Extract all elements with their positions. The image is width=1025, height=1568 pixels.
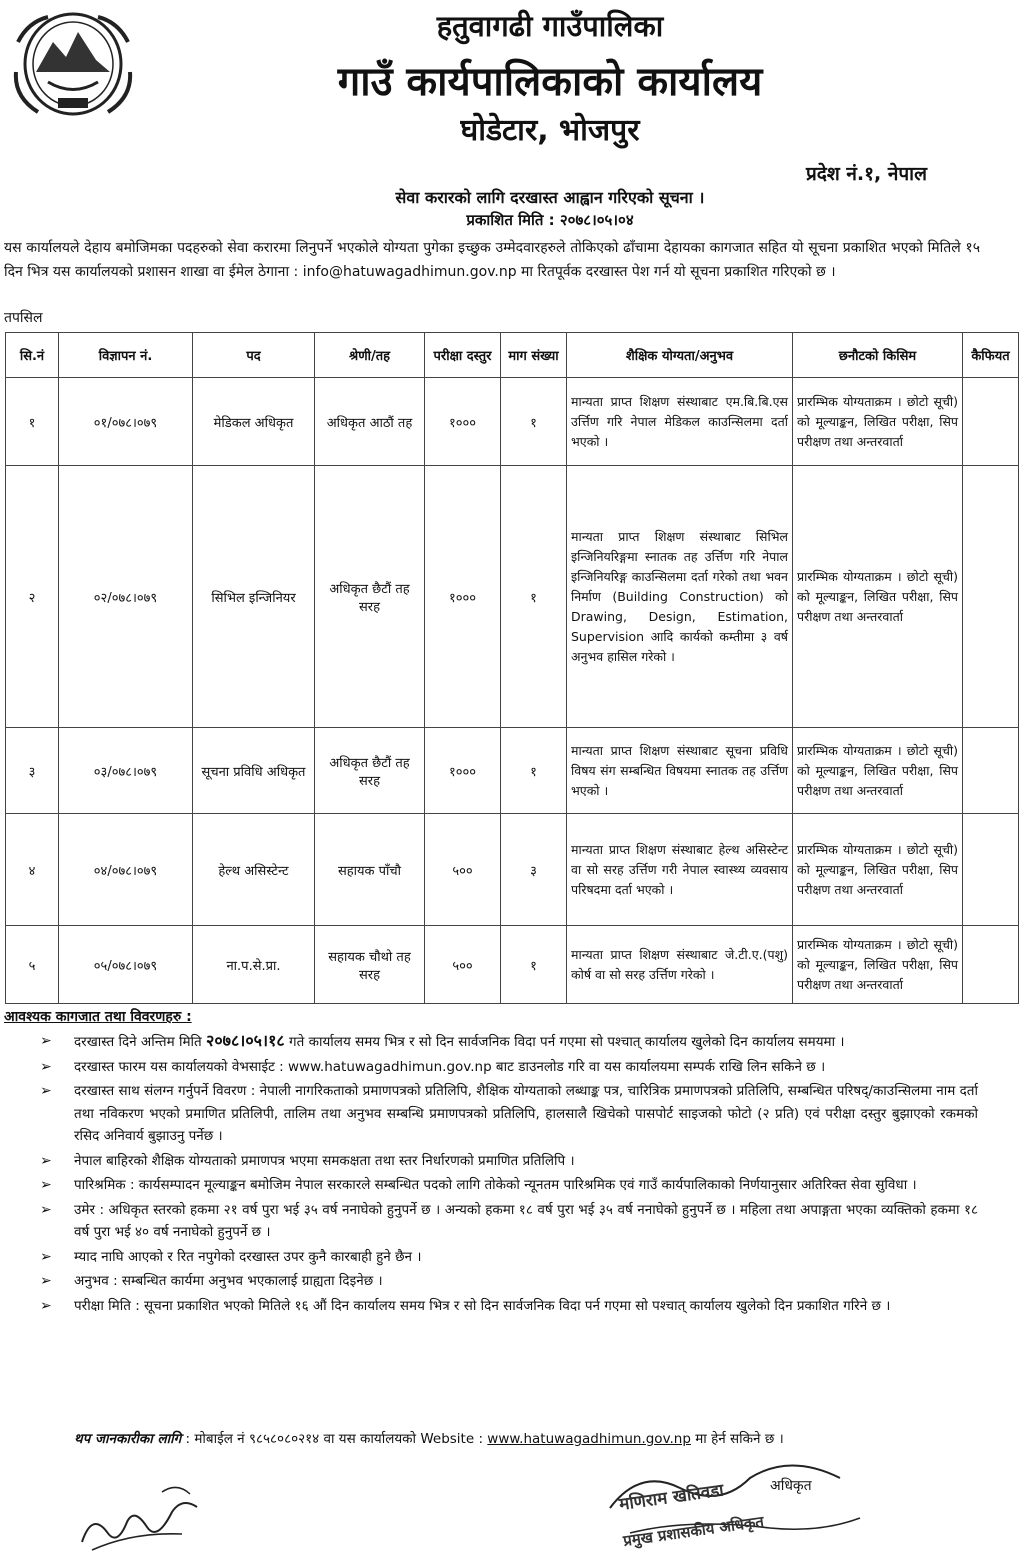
cell-post: सूचना प्रविधि अधिकृत (193, 728, 315, 814)
col-header-sn: सि.नं (6, 333, 59, 378)
cell-post: हेल्थ असिस्टेन्ट (193, 814, 315, 926)
more-info-lead: थप जानकारीका लागि (74, 1431, 182, 1447)
website-link[interactable]: www.hatuwagadhimun.gov.np (487, 1431, 691, 1447)
more-info-tail: मा हेर्न सकिने छ । (695, 1431, 784, 1447)
cell-ad-no: ०४/०७८।०७९ (59, 814, 193, 926)
cell-post: मेडिकल अधिकृत (193, 378, 315, 466)
list-item (40, 1080, 978, 1148)
cell-level: अधिकृत छैटौं तह सरह (315, 728, 425, 814)
cell-selection: प्रारम्भिक योग्यताक्रम । छोटो सूची) को मूल्याङ्कन, लिखित परीक्षा, सिप परीक्षण तथा अन्तरवार्ता (793, 814, 963, 926)
cell-sn: १ (6, 378, 59, 466)
cell-remarks (963, 378, 1019, 466)
arrow-bullet-icon: ➢ (40, 1273, 52, 1289)
cell-qualification: मान्यता प्राप्त शिक्षण संस्थाबाट सिभिल इन्जिनियरिङ्गमा स्नातक तह उर्त्तिण गरि नेपाल इन्जिनियरिङ्ग काउन्सिलमा दर्ता गरेको तथा भवन निर्माण (Building Construction) को Drawing, Design, Estimation, Supervision आदि कार्यको कम्तीमा ३ वर्ष अनुभव हासिल गरेको । (567, 466, 793, 728)
list-item (40, 1150, 978, 1173)
table-row (6, 728, 1019, 814)
deadline-text-post: गते कार्यालय समय भित्र र सो दिन सार्वजनिक विदा पर्न गएमा सो पश्चात् कार्यालय खुलेको दिन कार्यालय समयमा । (289, 1034, 845, 1050)
cell-selection: प्रारम्भिक योग्यताक्रम । छोटो सूची) को मूल्याङ्कन, लिखित परीक्षा, सिप परीक्षण तथा अन्तरवार्ता (793, 926, 963, 1004)
list-item (40, 1056, 978, 1079)
arrow-bullet-icon: ➢ (40, 1297, 52, 1314)
list-item-text: नेपाल बाहिरको शैक्षिक योग्यताको प्रमाणपत्र भएमा समकक्षता तथा स्तर निर्धारणको प्रमाणित प्रतिलिपि । (74, 1152, 575, 1169)
cell-selection: प्रारम्भिक योग्यताक्रम । छोटो सूची) को मूल्याङ्कन, लिखित परीक्षा, सिप परीक्षण तथा अन्तरवार्ता (793, 378, 963, 466)
cell-qualification: मान्यता प्राप्त शिक्षण संस्थाबाट जे.टी.ए.(पशु) कोर्ष वा सो सरह उर्त्तिण गरेको । (567, 926, 793, 1004)
cell-level: अधिकृत आठौं तह (315, 378, 425, 466)
cell-sn: ४ (6, 814, 59, 926)
cell-remarks (963, 926, 1019, 1004)
signatory-label: अधिकृत (770, 1478, 812, 1494)
cell-ad-no: ०१/०७८।०७९ (59, 378, 193, 466)
deadline-text-pre: दरखास्त दिने अन्तिम मिति (74, 1034, 202, 1050)
cell-qualification: मान्यता प्राप्त शिक्षण संस्थाबाट एम.बि.बि.एस उर्त्तिण गरि नेपाल मेडिकल काउन्सिलमा दर्ता भएको । (567, 378, 793, 466)
cell-qualification: मान्यता प्राप्त शिक्षण संस्थाबाट सूचना प्रविधि विषय संग सम्बन्धित विषयमा स्नातक तह उर्त्तिण भएको । (567, 728, 793, 814)
official-stamp-signature (600, 1448, 890, 1558)
col-header-remarks: कैफियत (963, 333, 1019, 378)
list-item-text: पारिश्रमिक : कार्यसम्पादन मूल्याङ्कन बमोजिम नेपाल सरकारले सम्बन्धित पदको लागि तोकेको न्यूनतम पारिश्रमिक एवं गाउँ कार्यपालिकाको निर्णयानुसार अतिरिक्त सेवा सुविधा । (74, 1177, 917, 1193)
office-address: घोडेटार, भोजपुर (460, 113, 640, 148)
arrow-bullet-icon: ➢ (40, 1083, 52, 1099)
cell-ad-no: ०३/०७८।०७९ (59, 728, 193, 814)
details-label: तपसिल (4, 310, 43, 326)
signatory-designation: प्रमुख प्रशासकीय अधिकृत (622, 1512, 765, 1550)
cell-count: १ (501, 728, 567, 814)
cell-fee: ५०० (425, 926, 501, 1004)
left-signature (72, 1472, 212, 1558)
cell-fee: १००० (425, 728, 501, 814)
requirements-list (40, 1030, 978, 1319)
cell-selection: प्रारम्भिक योग्यताक्रम । छोटो सूची) को मूल्याङ्कन, लिखित परीक्षा, सिप परीक्षण तथा अन्तरवार्ता (793, 466, 963, 728)
cell-post: सिभिल इन्जिनियर (193, 466, 315, 728)
list-item-text: दरखास्त साथ संलग्न गर्नुपर्ने विवरण : नेपाली नागरिकताको प्रमाणपत्रको प्रतिलिपि, शैक्षिक योग्यताको लब्धाङ्क पत्र, चारित्रिक प्रमाणपत्रको प्रतिलिपि, सम्बन्धित परिषद्/काउन्सिलमा नाम दर्ता तथा नविकरण भएको प्रमाणित प्रतिलिपी, तालिम तथा अनुभव सम्बन्धि प्रमाणपत्रको प्रतिलिपि, हालसालै खिचेको पासपोर्ट साइजको फोटो (२ प्रति) एवं परीक्षा दस्तुर बुझाएको रकमको रसिद अनिवार्य बुझाउनु पर्नेछ । (74, 1083, 978, 1144)
requirements-heading: आवश्यक कागजात तथा विवरणहरु : (4, 1009, 192, 1025)
table-row (6, 926, 1019, 1004)
cell-count: १ (501, 926, 567, 1004)
cell-qualification: मान्यता प्राप्त शिक्षण संस्थाबाट हेल्थ असिस्टेन्ट वा सो सरह उर्त्तिण गरी नेपाल स्वास्थ्य व्यवसाय परिषदमा दर्ता भएको । (567, 814, 793, 926)
notice-intro: यस कार्यालयले देहाय बमोजिमका पदहरुको सेवा करारमा लिनुपर्ने भएकोले योग्यता पुगेका इच्छुक उम्मेदवारहरुले तोकिएको ढाँचामा देहायका कागजात सहित यो सूचना प्रकाशित भएको मितिले १५ दिन भित्र यस कार्यालयको प्रशासन शाखा वा ईमेल ठेगाना : info@hatuwagadhimun.gov.np मा रितपूर्वक दरखास्त पेश गर्न यो सूचना प्रकाशित गरिएको छ । (4, 240, 980, 280)
list-item-text: अनुभव : सम्बन्धित कार्यमा अनुभव भएकालाई ग्राह्यता दिइनेछ । (74, 1273, 383, 1289)
office-name: गाउँ कार्यपालिकाको कार्यालय (337, 59, 763, 105)
cell-selection: प्रारम्भिक योग्यताक्रम । छोटो सूची) को मूल्याङ्कन, लिखित परीक्षा, सिप परीक्षण तथा अन्तरवार्ता (793, 728, 963, 814)
cell-level: अधिकृत छैटौं तह सरह (315, 466, 425, 728)
notice-title: सेवा करारको लागि दरखास्त आह्वान गरिएको सूचना । (395, 188, 705, 207)
cell-sn: २ (6, 466, 59, 728)
col-header-selection: छनौटको किसिम (793, 333, 963, 378)
list-item (40, 1030, 978, 1054)
table-row (6, 378, 1019, 466)
cell-fee: ५०० (425, 814, 501, 926)
cell-count: १ (501, 378, 567, 466)
arrow-bullet-icon: ➢ (40, 1152, 52, 1169)
arrow-bullet-icon: ➢ (40, 1201, 52, 1218)
cell-sn: ३ (6, 728, 59, 814)
arrow-bullet-icon: ➢ (40, 1248, 52, 1265)
list-item (40, 1270, 978, 1293)
cell-fee: १००० (425, 466, 501, 728)
arrow-bullet-icon: ➢ (40, 1177, 52, 1193)
list-item (40, 1174, 978, 1197)
list-item (40, 1199, 978, 1244)
cell-remarks (963, 814, 1019, 926)
cell-sn: ५ (6, 926, 59, 1004)
province-label: प्रदेश नं.१, नेपाल (805, 163, 927, 185)
cell-ad-no: ०२/०७८।०७९ (59, 466, 193, 728)
table-row (6, 466, 1019, 728)
municipality-name: हतुवागढी गाउँपालिका (436, 9, 664, 43)
col-header-fee: परीक्षा दस्तुर (425, 333, 501, 378)
list-item-text: दरखास्त फारम यस कार्यालयको वेभसाईट : www.hatuwagadhimun.gov.np बाट डाउनलोड गरि वा यस कार्यालयमा सम्पर्क राखि लिन सकिने छ । (74, 1058, 826, 1075)
cell-level: सहायक चौथो तह सरह (315, 926, 425, 1004)
published-date: प्रकाशित मिति : २०७८।०५।०४ (466, 211, 634, 229)
cell-fee: १००० (425, 378, 501, 466)
table-header-row (6, 333, 1019, 378)
col-header-count: माग संख्या (501, 333, 567, 378)
cell-level: सहायक पाँचौ (315, 814, 425, 926)
list-item-text: परीक्षा मिति : सूचना प्रकाशित भएको मितिले १६ औं दिन कार्यालय समय भित्र र सो दिन सार्वजनिक विदा पर्न गएमा सो पश्चात् कार्यालय खुलेको दिन प्रकाशित गरिने छ । (74, 1297, 891, 1314)
cell-count: ३ (501, 814, 567, 926)
list-item-text: उमेर : अधिकृत स्तरको हकमा २१ वर्ष पुरा भई ३५ वर्ष ननाघेको हुनुपर्ने छ । अन्यको हकमा १८ वर्ष पुरा भई ३५ वर्ष ननाघेको हुनुपर्ने छ । महिला तथा अपाङ्गता भएका व्यक्तिको हकमा १८ वर्ष पुरा भई ४० वर्ष ननाघेको हुनुपर्ने छ । (74, 1201, 978, 1240)
nepal-emblem-logo (8, 2, 138, 120)
more-info-text: : मोबाईल नं ९८५८०८०२१४ वा यस कार्यालयको Website : (185, 1431, 483, 1447)
table-row (6, 814, 1019, 926)
col-header-level: श्रेणी/तह (315, 333, 425, 378)
col-header-qualification: शैक्षिक योग्यता/अनुभव (567, 333, 793, 378)
list-item (40, 1295, 978, 1318)
cell-post: ना.प.से.प्रा. (193, 926, 315, 1004)
more-info (74, 1428, 980, 1450)
cell-count: १ (501, 466, 567, 728)
list-item (40, 1246, 978, 1269)
cell-remarks (963, 466, 1019, 728)
list-item-text: म्याद नाघि आएको र रित नपुगेको दरखास्त उपर कुनै कारबाही हुने छैन । (74, 1248, 422, 1265)
cell-remarks (963, 728, 1019, 814)
signatory-name: मणिराम खतिवडा (617, 1480, 725, 1515)
col-header-ad-no: विज्ञापन नं. (59, 333, 193, 378)
cell-ad-no: ०५/०७८।०७९ (59, 926, 193, 1004)
arrow-bullet-icon: ➢ (40, 1033, 52, 1049)
deadline-date: २०७८।०५।१८ (206, 1031, 285, 1050)
arrow-bullet-icon: ➢ (40, 1058, 52, 1075)
col-header-post: पद (193, 333, 315, 378)
vacancy-table (5, 332, 1019, 1004)
